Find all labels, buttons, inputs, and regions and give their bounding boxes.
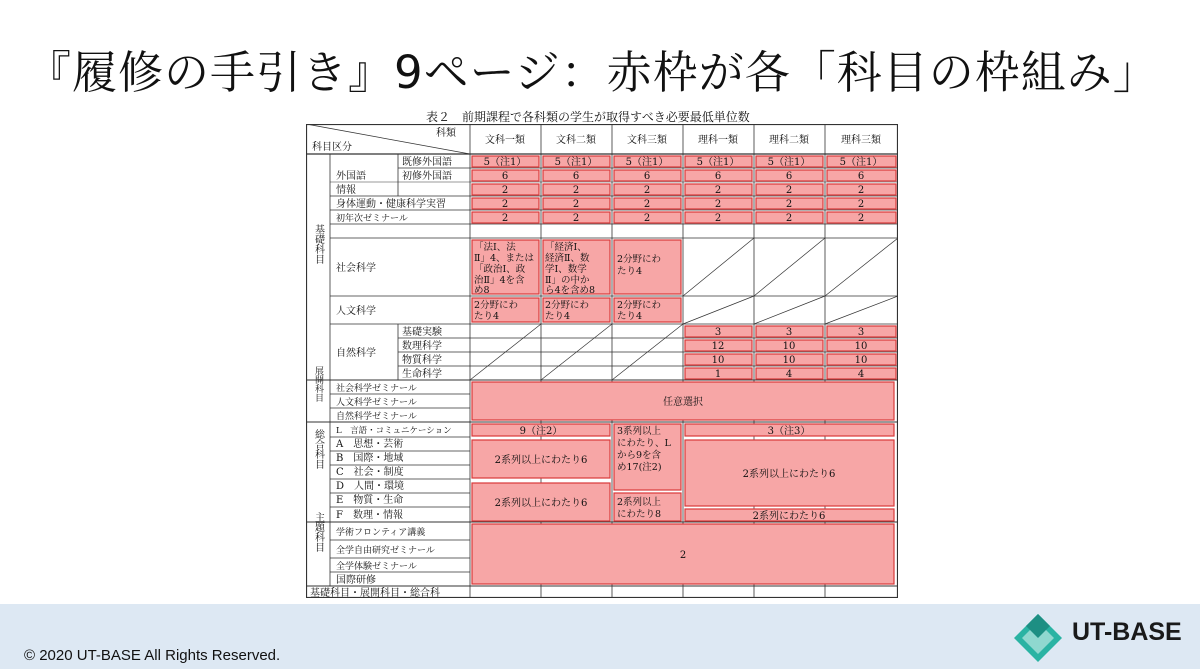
subject-shakai-semi: 社会科学ゼミナール (336, 384, 417, 394)
subject-A: A 思想・芸術 (336, 439, 404, 450)
subject-C: C 社会・制度 (336, 467, 404, 478)
subject-seimei: 生命科学 (402, 369, 442, 380)
value-busshitsu-ri2: 10 (782, 355, 796, 366)
footer-bar (0, 604, 1200, 669)
group-label-kiso: 基礎科目 (312, 224, 324, 264)
value-busshitsu-ri3: 10 (854, 355, 868, 366)
value-DEF-bun12: 2系列以上にわたり6 (494, 498, 588, 509)
value-bun3-LB-line2: にわたり、L (617, 438, 671, 449)
subject-suri: 数理科学 (402, 341, 442, 352)
value-shonenji-bun2: 2 (572, 213, 580, 224)
value-bun3-LB-line1: 3系列以上 (617, 426, 662, 437)
value-tenkai: 任意選択 (663, 397, 703, 408)
subject-kiso-jikken: 基礎実験 (402, 327, 442, 338)
group-label-tenkai: 展開科目 (313, 366, 323, 402)
value-jinbun-bun1-line2: たり4 (474, 311, 500, 322)
value-shintai-ri3: 2 (857, 199, 865, 210)
subject-shonenji: 初年次ゼミナール (336, 214, 408, 224)
value-bun3-DF-line2: にわたり8 (617, 509, 662, 520)
slide-title: 『履修の手引き』9ページ：赤枠が各「科目の枠組み」 (26, 46, 1159, 99)
value-suri-ri3: 10 (854, 341, 868, 352)
value-shintai-bun1: 2 (501, 199, 509, 210)
copyright-text: © 2020 UT-BASE All Rights Reserved. (24, 647, 281, 664)
value-shakai-bun3-line2: たり4 (617, 266, 643, 277)
value-shakai-bun2-line5: ら4を含め8 (545, 285, 596, 296)
value-shoshu-ri3: 6 (857, 171, 865, 182)
subject-frontier: 学術フロンティア講義 (336, 528, 426, 538)
subject-L: L 言語・コミュニケーション (336, 426, 452, 436)
ut-base-logo-icon (1010, 610, 1066, 666)
subject-shakai: 社会科学 (336, 263, 376, 274)
value-joho-ri1: 2 (714, 185, 722, 196)
value-jinbun-bun2-line1: 2分野にわ (545, 300, 590, 311)
value-shonenji-bun1: 2 (501, 213, 509, 224)
column-header-ri1: 理科一類 (698, 135, 738, 146)
subject-shizen-semi: 自然科学ゼミナール (336, 412, 417, 422)
value-shoshu-bun3: 6 (643, 171, 651, 182)
value-shakai-bun1-line1: 「法Ⅰ、法 (474, 242, 516, 253)
column-header-bun1: 文科一類 (485, 135, 525, 146)
subject-jiyu: 全学自由研究ゼミナール (336, 546, 435, 556)
subject-labels (335, 155, 452, 586)
value-L-bun12: 9（注2） (519, 426, 563, 437)
value-shoshu-ri1: 6 (714, 171, 722, 182)
subject-jinbun-semi: 人文科学ゼミナール (336, 398, 417, 408)
logo-text: UT-BASE (1072, 618, 1182, 646)
value-L-ri: 3（注3） (767, 426, 811, 437)
value-jinbun-bun3-line2: たり4 (617, 311, 643, 322)
value-kishu-ri2: 5（注1） (767, 157, 811, 168)
value-jinbun-bun1-line1: 2分野にわ (474, 300, 519, 311)
value-bun3-DF-line1: 2系列以上 (617, 497, 662, 508)
subject-shintai: 身体運動・健康科学実習 (336, 199, 446, 210)
subject-D: D 人間・環境 (336, 481, 405, 492)
scanned-document (306, 108, 898, 598)
value-shoshu-bun2: 6 (572, 171, 580, 182)
value-joho-bun2: 2 (572, 185, 580, 196)
subject-taiken: 全学体験ゼミナール (336, 562, 417, 572)
highlight-boxes (472, 156, 896, 584)
ut-base-logo (1010, 610, 1190, 666)
value-shonenji-bun3: 2 (643, 213, 651, 224)
value-shonenji-ri2: 2 (785, 213, 793, 224)
column-header-bun3: 文科三類 (627, 135, 667, 146)
group-label-shudai: 主題科目 (312, 512, 324, 552)
table-caption: 表２ 前期課程で各科類の学生が取得すべき必要最低単位数 (426, 110, 750, 124)
value-shakai-bun3-line1: 2分野にわ (617, 254, 662, 265)
value-suri-ri2: 10 (782, 341, 796, 352)
column-header-ri3: 理科三類 (841, 135, 881, 146)
subject-kishu: 既修外国語 (402, 157, 452, 168)
value-jinbun-bun3-line1: 2分野にわ (617, 300, 662, 311)
group-label-bottom: 基礎科目・展開科目・総合科 (310, 588, 440, 598)
group-label-sogo: 総合科目 (312, 429, 324, 469)
value-jikken-ri1: 3 (714, 327, 722, 338)
value-shintai-bun2: 2 (572, 199, 580, 210)
subject-kokusai: 国際研修 (336, 575, 376, 586)
value-suri-ri1: 12 (711, 341, 725, 352)
value-shintai-bun3: 2 (643, 199, 651, 210)
value-shonenji-ri1: 2 (714, 213, 722, 224)
value-joho-ri3: 2 (857, 185, 865, 196)
value-ri-EF: 2系列にわたり6 (752, 511, 826, 522)
value-shoshu-ri2: 6 (785, 171, 793, 182)
value-jikken-ri3: 3 (857, 327, 865, 338)
value-ABC-bun12: 2系列以上にわたり6 (494, 455, 588, 466)
value-shudai: 2 (679, 550, 687, 561)
subject-gaikokugo: 外国語 (336, 171, 366, 182)
value-shoshu-bun1: 6 (501, 171, 509, 182)
value-shakai-bun1-line4: 治Ⅱ」4を含 (474, 275, 525, 286)
value-joho-bun1: 2 (501, 185, 509, 196)
value-joho-bun3: 2 (643, 185, 651, 196)
subject-E: E 物質・生命 (336, 495, 404, 506)
value-seimei-ri1: 1 (714, 369, 722, 380)
value-busshitsu-ri1: 10 (711, 355, 725, 366)
subject-shizen: 自然科学 (336, 348, 376, 359)
value-kishu-bun1: 5（注1） (483, 157, 527, 168)
subject-shoshu: 初修外国語 (402, 171, 452, 182)
subject-joho: 情報 (336, 185, 356, 196)
value-shakai-bun2-line4: Ⅱ」の中か (545, 275, 590, 286)
value-shakai-bun2-line2: 経済Ⅱ、数 (545, 253, 590, 264)
value-kishu-ri3: 5（注1） (839, 157, 883, 168)
value-kishu-bun2: 5（注1） (554, 157, 598, 168)
value-jinbun-bun2-line2: たり4 (545, 311, 571, 322)
value-jikken-ri2: 3 (785, 327, 793, 338)
subject-jinbun: 人文科学 (336, 306, 376, 317)
value-shonenji-ri3: 2 (857, 213, 865, 224)
value-shakai-bun2-line1: 「経済Ⅰ、 (545, 242, 587, 253)
value-shakai-bun1-line5: め8 (474, 285, 490, 296)
subject-F: F 数理・情報 (336, 510, 403, 521)
value-bun3-LB-line3: から9を含 (617, 450, 662, 461)
corner-top-label: 科類 (436, 128, 456, 139)
subject-B: B 国際・地域 (336, 453, 404, 464)
value-shakai-bun2-line3: 学Ⅰ、数学 (545, 264, 587, 275)
corner-bottom-label: 科目区分 (312, 142, 352, 153)
value-joho-ri2: 2 (785, 185, 793, 196)
subject-busshitsu: 物質科学 (402, 355, 442, 366)
value-seimei-ri2: 4 (785, 369, 793, 380)
value-shintai-ri2: 2 (785, 199, 793, 210)
credits-table (306, 124, 898, 598)
value-seimei-ri3: 4 (857, 369, 865, 380)
column-header-bun2: 文科二類 (556, 135, 596, 146)
column-header-ri2: 理科二類 (769, 135, 809, 146)
value-shintai-ri1: 2 (714, 199, 722, 210)
value-shakai-bun1-line2: Ⅱ」4、または (474, 253, 535, 264)
value-bun3-LB-line4: め17(注2) (617, 462, 662, 473)
value-ri-AD: 2系列以上にわたり6 (742, 469, 836, 480)
value-shakai-bun1-line3: 「政治Ⅰ、政 (474, 264, 526, 275)
value-kishu-bun3: 5（注1） (625, 157, 669, 168)
value-kishu-ri1: 5（注1） (696, 157, 740, 168)
